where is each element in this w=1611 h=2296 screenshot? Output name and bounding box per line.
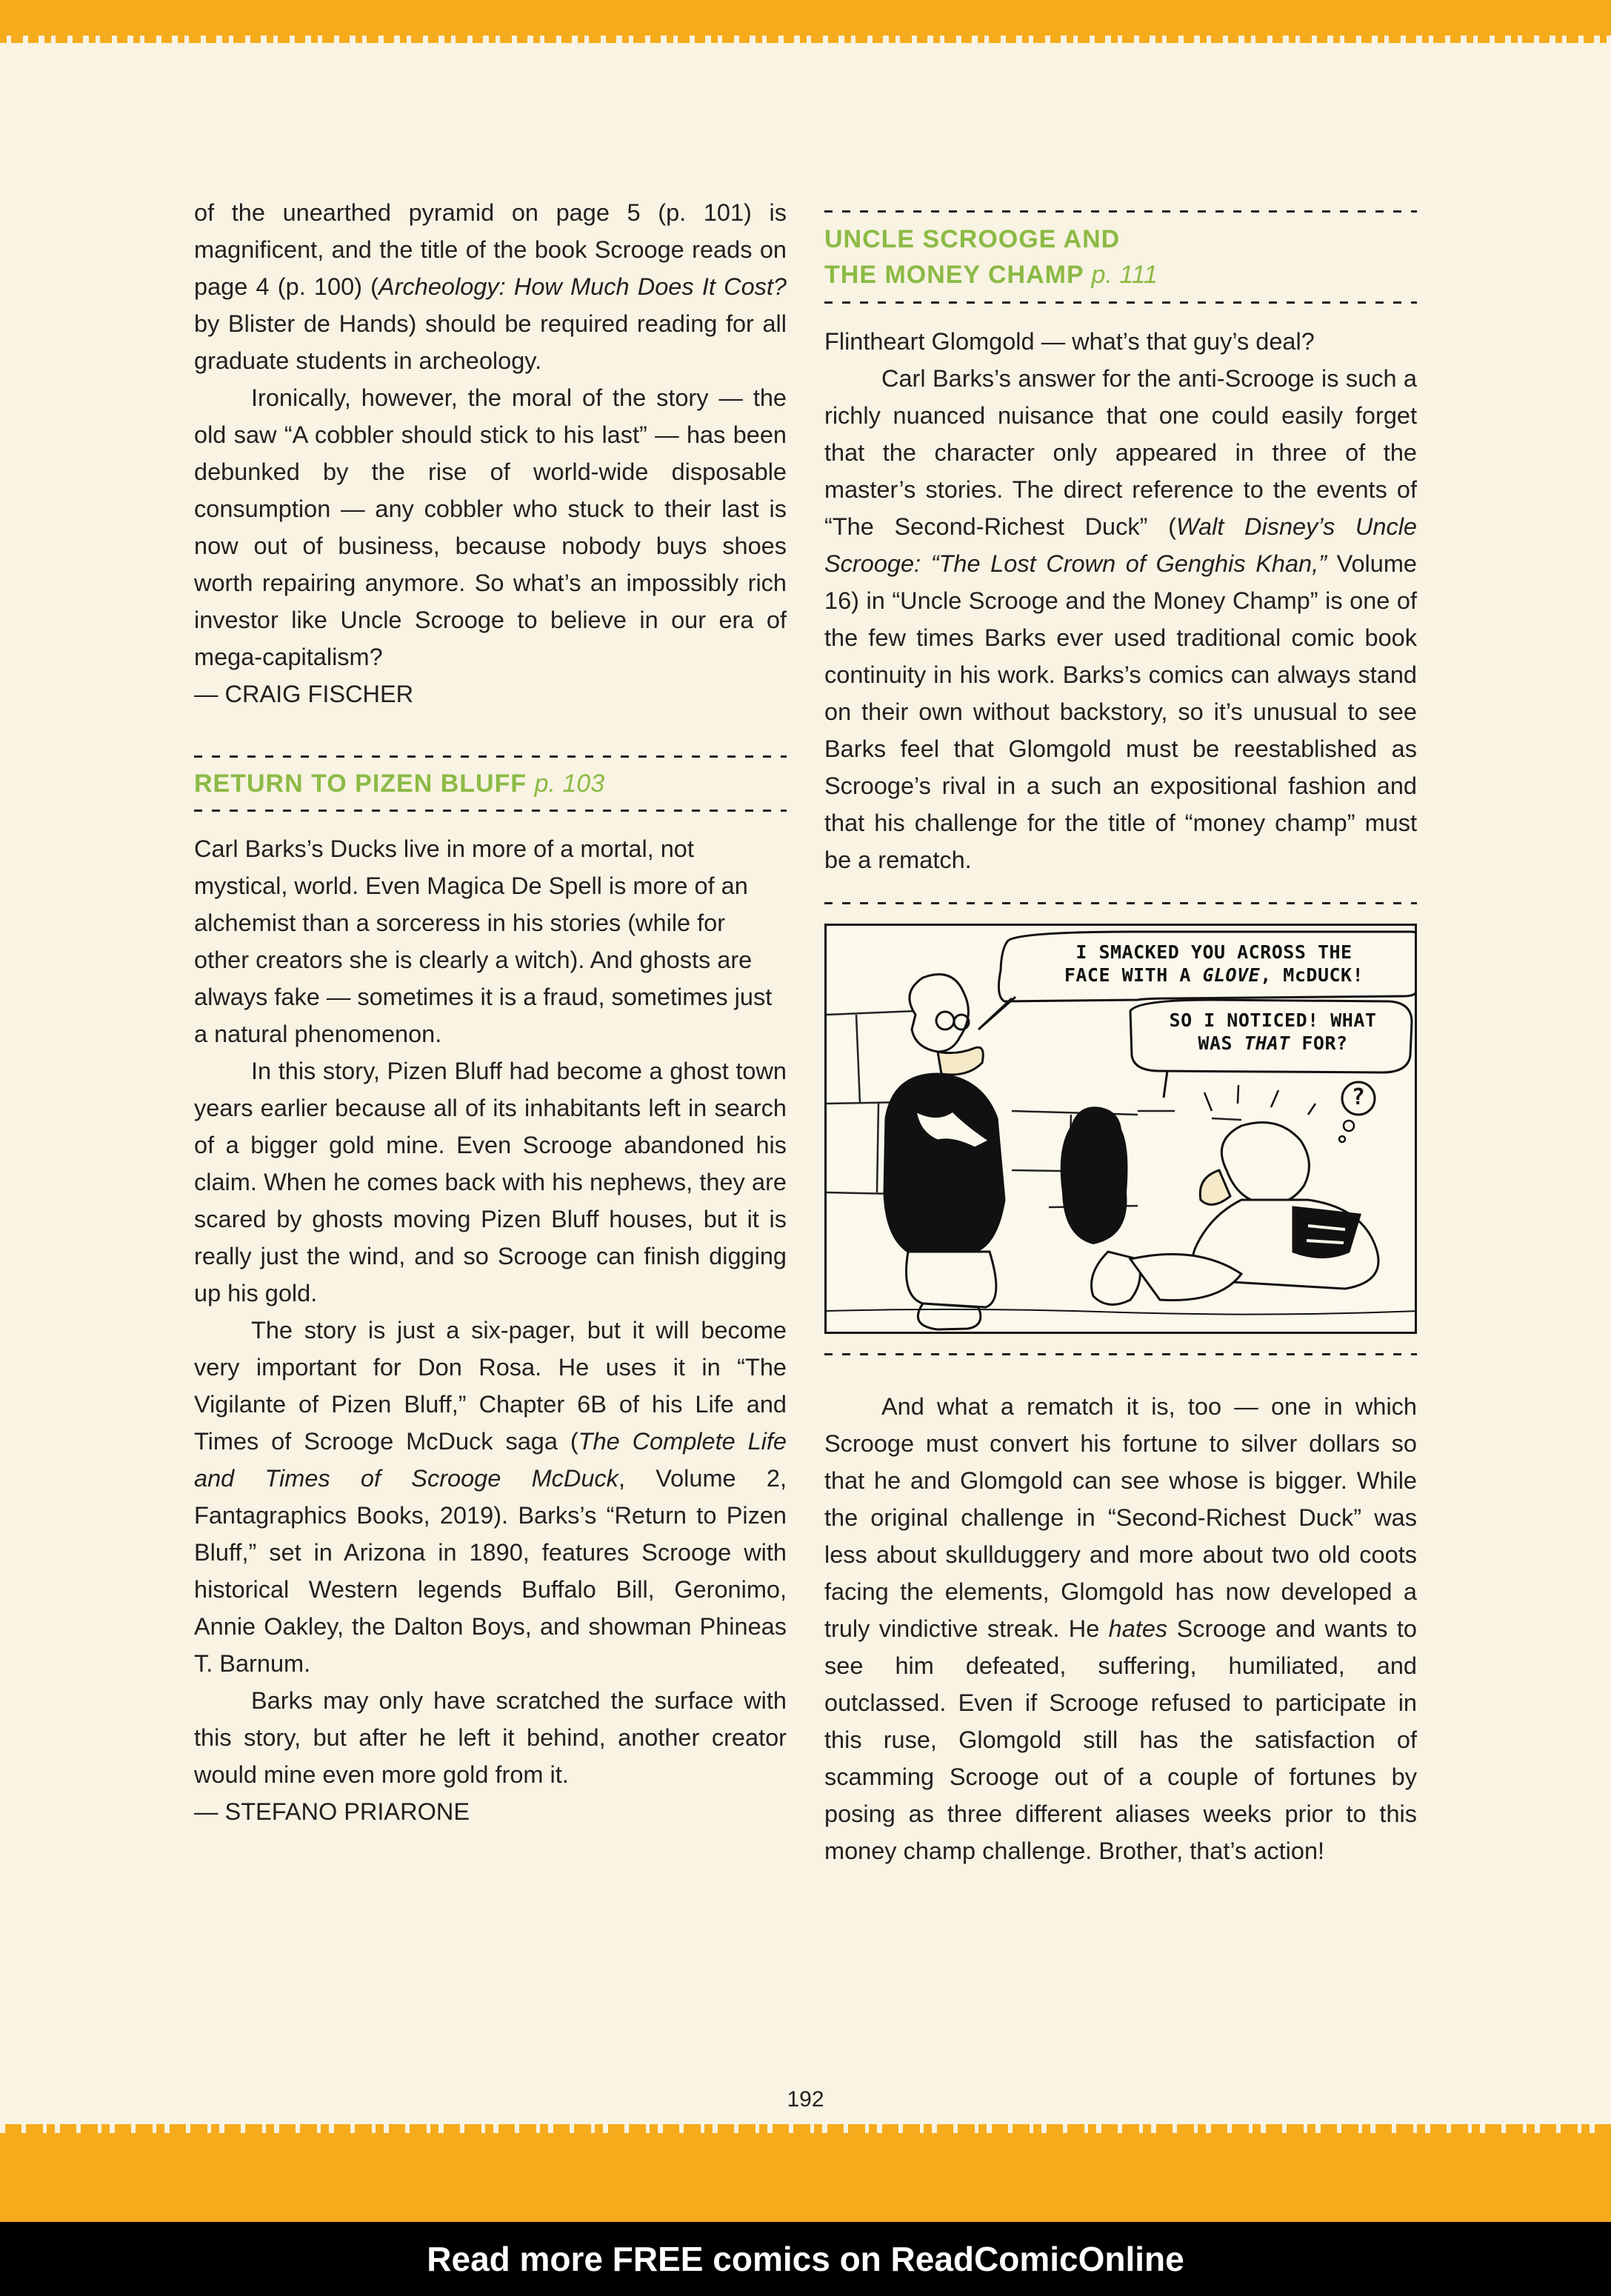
panel-artwork — [827, 926, 1417, 1334]
section-heading: UNCLE SCROOGE AND THE MONEY CHAMP p. 111 — [824, 225, 1158, 289]
author-signature: — CRAIG FISCHER — [194, 681, 414, 707]
footer-banner[interactable]: Read more FREE comics on ReadComicOnline — [0, 2222, 1611, 2296]
top-border-band — [0, 0, 1611, 36]
paragraph: Barks may only have scratched the surface with this story, but after he left it behind, another creator would mine even more gold from it. — [194, 1687, 787, 1788]
section-heading: RETURN TO PIZEN BLUFF p. 103 — [194, 770, 605, 798]
paragraph: Flintheart Glomgold — what’s that guy’s deal? — [824, 328, 1315, 355]
left-column — [194, 194, 787, 1830]
bottom-border-band — [0, 2133, 1611, 2222]
paragraph: Carl Barks’s answer for the anti-Scrooge is such a richly nuanced nuisance that one could easily forget that the character only appeared in three of the master’s stories. The direct reference to the events of “The Second-Richest Duck” (Walt Disney’s Uncle Scrooge: “The Lost Crown of Genghis Khan,” Volume 16) in “Uncle Scrooge and the Money Champ” is one of the few times Barks ever used traditional comic book continuity in his work. Barks’s comics can always stand on their own without backstory, so it’s unusual to see Barks feel that Glomgold must be reestablished as Scrooge’s rival in a such an expositional fashion and that his challenge for the title of “money champ” must be a rematch. — [824, 365, 1417, 873]
paragraph: Carl Barks’s Ducks live in more of a mortal, not mystical, world. Even Magica De Spell is more of an alchemist than a sorceress in his stories (while for other creators she is clearly a witch). And ghosts are always fake — sometimes it is a fraud, sometimes just a natural phenomenon. — [194, 835, 773, 1047]
comic-panel — [824, 924, 1417, 1334]
paragraph: Ironically, however, the moral of the story — the old saw “A cobbler should stick to his last” — has been debunked by the rise of world-wide disposable consumption — any cobbler who stuck to their last is now out of business, because nobody buys shoes worth repairing anymore. So what’s an impossibly rich investor like Uncle Scrooge to believe in our era of mega-capitalism? — [194, 384, 787, 670]
paragraph: And what a rematch it is, too — one in which Scrooge must convert his fortune to silver dollars so that he and Glomgold can see whose is bigger. While the original challenge in “Second-Richest Duck” was less about skullduggery and more about two old coots facing the elements, Glomgold has now developed a truly vindictive streak. He hates Scrooge and wants to see him defeated, suffering, humiliated, and outclassed. Even if Scrooge refused to participate in this ruse, Glomgold still has the satisfaction of scamming Scrooge out of a couple of fortunes by posing as three different aliases weeks prior to this money champ challenge. Brother, that’s action! — [824, 1393, 1417, 1864]
author-signature: — STEFANO PRIARONE — [194, 1798, 470, 1825]
page-number: 192 — [787, 2087, 824, 2112]
thought-bubble-question: ? — [1351, 1084, 1366, 1110]
paragraph: The story is just a six-pager, but it will become very important for Don Rosa. He uses it in “The Vigilante of Pizen Bluff,” Chapter 6B of his Life and Times of Scrooge McDuck saga (The Complete Life and Times of Scrooge McDuck, Volume 2, Fantagraphics Books, 2019). Barks’s “Return to Pizen Bluff,” set in Arizona in 1890, features Scrooge with historical Western legends Buffalo Bill, Geronimo, Annie Oakley, the Dalton Boys, and showman Phineas T. Barnum. — [194, 1317, 787, 1677]
speech-balloon-glomgold: I SMACKED YOU ACROSS THE FACE WITH A GLOVE, McDUCK! — [1064, 941, 1364, 986]
speech-balloon-scrooge: SO I NOTICED! WHAT WAS THAT FOR? — [1169, 1009, 1377, 1054]
paragraph: of the unearthed pyramid on page 5 (p. 101) is magnificent, and the title of the book Scrooge reads on page 4 (p. 100) (Archeology: How Much Does It Cost? by Blister de Hands) should be required reading for all graduate students in archeology. — [194, 199, 787, 374]
right-column — [824, 194, 1417, 1869]
paragraph: In this story, Pizen Bluff had become a ghost town years earlier because all of its inhabitants left in search of a bigger gold mine. Even Scrooge abandoned his claim. When he comes back with his nephews, they are scared by ghosts moving Pizen Bluff houses, but it is really just the wind, and so Scrooge can finish digging up his gold. — [194, 1058, 787, 1306]
